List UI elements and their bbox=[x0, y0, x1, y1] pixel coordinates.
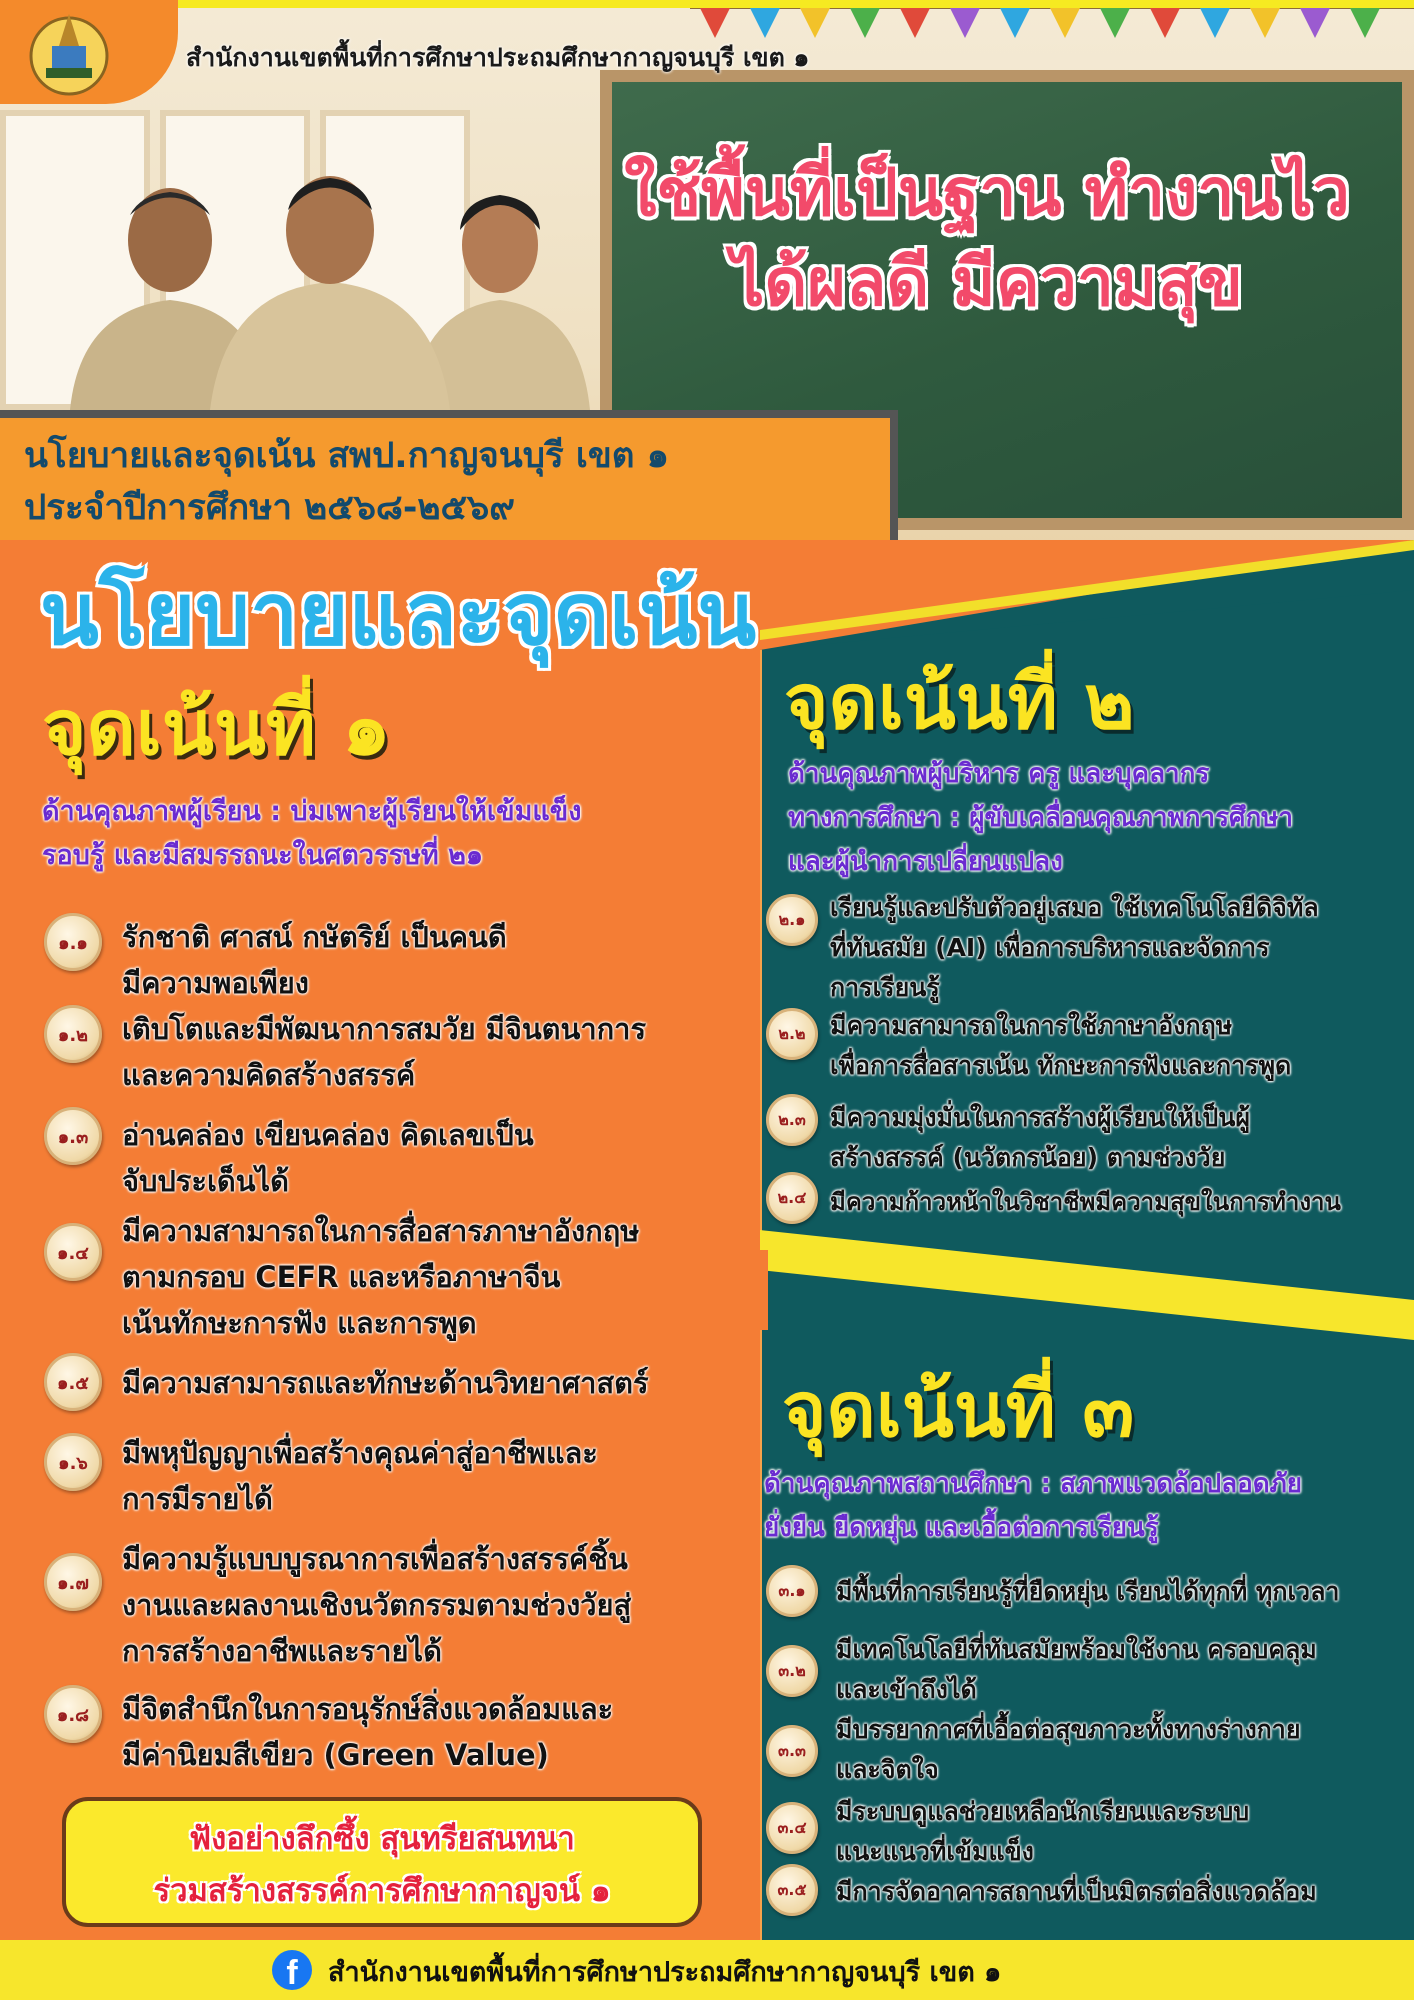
motto-box bbox=[62, 1797, 702, 1927]
slogan-line-2: ได้ผลดี มีความสุข bbox=[731, 244, 1243, 321]
focus-1-item bbox=[122, 914, 752, 1006]
focus-1-subtitle-line-2: รอบรู้ และมีสมรรถนะในศตวรรษที่ ๒๑ bbox=[42, 840, 484, 871]
executives-photo bbox=[60, 160, 600, 410]
slogan bbox=[560, 148, 1414, 328]
yellow-diagonal-stripe bbox=[760, 1230, 1414, 1340]
focus-1-item bbox=[122, 1208, 752, 1346]
focus-1-item bbox=[122, 1112, 752, 1204]
focus-1-item bbox=[122, 1360, 752, 1406]
focus-2-item bbox=[830, 1182, 1410, 1222]
focus-2-subtitle-line-1: ด้านคุณภาพผู้บริหาร ครู และบุคลากร bbox=[788, 759, 1210, 789]
focus-1-item bbox=[122, 1430, 752, 1522]
item-line: มีความพอเพียง bbox=[122, 966, 309, 1000]
header-office-name: สำนักงานเขตพื้นที่การศึกษาประถมศึกษากาญจนบุรี เขต ๑ bbox=[186, 43, 810, 72]
top-yellow-band bbox=[0, 0, 1414, 8]
item-line: เพื่อการสื่อสารเน้น ทักษะการฟังและการพูด bbox=[830, 1051, 1292, 1080]
motto-line-2: ร่วมสร้างสรรค์การศึกษากาญจน์ ๑ bbox=[153, 1873, 611, 1909]
item-line: มีพหุปัญญาเพื่อสร้างคุณค่าสู่อาชีพและ bbox=[122, 1436, 598, 1470]
focus-1-subtitle bbox=[42, 790, 762, 878]
focus-2-item bbox=[830, 1098, 1410, 1178]
focus-2-item bbox=[830, 1006, 1410, 1086]
item-line: งานและผลงานเชิงนวัตกรรมตามช่วงวัยสู่ bbox=[122, 1588, 632, 1622]
stripe-joint bbox=[760, 1250, 768, 1330]
item-line: การสร้างอาชีพและรายได้ bbox=[122, 1634, 442, 1668]
item-line: มีพื้นที่การเรียนรู้ที่ยืดหยุ่น เรียนได้ทุกที่ ทุกเวลา bbox=[836, 1577, 1340, 1606]
badge-3-5: ๓.๕ bbox=[766, 1864, 818, 1916]
focus-3-item bbox=[836, 1792, 1414, 1872]
focus-3-subtitle bbox=[764, 1462, 1414, 1550]
item-line: มีความสามารถในการใช้ภาษาอังกฤษ bbox=[830, 1011, 1233, 1040]
item-line: อ่านคล่อง เขียนคล่อง คิดเลขเป็น bbox=[122, 1118, 534, 1152]
badge-2-2: ๒.๒ bbox=[766, 1008, 818, 1060]
item-line: จับประเด็นได้ bbox=[122, 1164, 289, 1198]
teal-top-edge bbox=[760, 590, 1414, 650]
item-line: การมีรายได้ bbox=[122, 1482, 273, 1516]
item-line: มีการจัดอาคารสถานที่เป็นมิตรต่อสิ่งแวดล้อม bbox=[836, 1877, 1317, 1906]
slogan-line-1: ใช้พื้นที่เป็นฐาน ทำงานไว bbox=[624, 154, 1350, 231]
policy-banner-line-1: นโยบายและจุดเน้น สพป.กาญจนบุรี เขต ๑ bbox=[24, 436, 669, 476]
badge-1-8: ๑.๘ bbox=[44, 1685, 102, 1743]
main-heading: นโยบายและจุดเน้น bbox=[40, 565, 757, 665]
badge-1-1: ๑.๑ bbox=[44, 913, 102, 971]
focus-1-item bbox=[122, 1536, 752, 1674]
badge-1-4: ๑.๔ bbox=[44, 1223, 102, 1281]
focus-3-item bbox=[836, 1710, 1414, 1790]
item-line: มีจิตสำนึกในการอนุรักษ์สิ่งแวดล้อมและ bbox=[122, 1692, 614, 1726]
item-line: ตามกรอบ CEFR และหรือภาษาจีน bbox=[122, 1260, 561, 1294]
focus-3-subtitle-line-1: ด้านคุณภาพสถานศึกษา : สภาพแวดล้อปลอดภัย bbox=[764, 1469, 1302, 1499]
focus-1-item bbox=[122, 1686, 752, 1778]
focus-3-item bbox=[836, 1872, 1414, 1912]
item-line: มีความสามารถในการสื่อสารภาษาอังกฤษ bbox=[122, 1214, 640, 1248]
focus-1-title: จุดเน้นที่ ๑ bbox=[42, 683, 391, 772]
item-line: มีความก้าวหน้าในวิชาชีพมีความสุขในการทำงาน bbox=[830, 1188, 1341, 1216]
item-line: แนะแนวที่เข้มแข็ง bbox=[836, 1837, 1034, 1866]
badge-1-7: ๑.๗ bbox=[44, 1553, 102, 1611]
badge-1-2: ๑.๒ bbox=[44, 1005, 102, 1063]
policy-banner-line-2: ประจำปีการศึกษา ๒๕๖๘-๒๕๖๙ bbox=[24, 488, 515, 528]
focus-2-title: จุดเน้นที่ ๒ bbox=[784, 657, 1135, 746]
item-line: มีระบบดูแลช่วยเหลือนักเรียนและระบบ bbox=[836, 1797, 1250, 1826]
focus-3-title: จุดเน้นที่ ๓ bbox=[782, 1365, 1135, 1454]
item-line: เติบโตและมีพัฒนาการสมวัย มีจินตนาการ bbox=[122, 1012, 647, 1046]
focus-1-item bbox=[122, 1006, 752, 1098]
badge-3-2: ๓.๒ bbox=[766, 1645, 818, 1697]
focus-1-subtitle-line-1: ด้านคุณภาพผู้เรียน : บ่มเพาะผู้เรียนให้เข้มแข็ง bbox=[42, 796, 582, 827]
focus-2-subtitle bbox=[788, 752, 1408, 884]
focus-3-subtitle-line-2: ยั่งยืน ยืดหยุ่น และเอื้อต่อการเรียนรู้ bbox=[764, 1513, 1159, 1543]
item-line: และความคิดสร้างสรรค์ bbox=[122, 1058, 416, 1092]
badge-2-3: ๒.๓ bbox=[766, 1094, 818, 1146]
item-line: สร้างสรรค์ (นวัตกรน้อย) ตามช่วงวัย bbox=[830, 1143, 1226, 1172]
focus-3-item bbox=[836, 1630, 1414, 1710]
footer-office-name[interactable]: สำนักงานเขตพื้นที่การศึกษาประถมศึกษากาญจนบุรี เขต ๑ bbox=[328, 1957, 1002, 1988]
item-line: การเรียนรู้ bbox=[830, 973, 940, 1002]
focus-3-item bbox=[836, 1572, 1414, 1612]
item-line: มีค่านิยมสีเขียว (Green Value) bbox=[122, 1738, 549, 1772]
item-line: มีความสามารถและทักษะด้านวิทยาศาสตร์ bbox=[122, 1366, 649, 1400]
badge-3-1: ๓.๑ bbox=[766, 1565, 818, 1617]
office-logo-icon bbox=[24, 6, 114, 96]
focus-2-item bbox=[830, 888, 1410, 1008]
item-line: และจิตใจ bbox=[836, 1755, 939, 1784]
motto-line-1: ฟังอย่างลึกซึ้ง สุนทรียสนทนา bbox=[189, 1821, 575, 1857]
item-line: มีความรู้แบบบูรณาการเพื่อสร้างสรรค์ชิ้น bbox=[122, 1542, 628, 1576]
item-line: เน้นทักษะการฟัง และการพูด bbox=[122, 1306, 477, 1340]
item-line: และเข้าถึงได้ bbox=[836, 1675, 977, 1704]
item-line: ที่ทันสมัย (AI) เพื่อการบริหารและจัดการ bbox=[830, 933, 1270, 962]
item-line: มีความมุ่งมั่นในการสร้างผู้เรียนให้เป็นผู้ bbox=[830, 1103, 1251, 1132]
badge-1-3: ๑.๓ bbox=[44, 1107, 102, 1165]
badge-3-3: ๓.๓ bbox=[766, 1725, 818, 1777]
badge-2-1: ๒.๑ bbox=[766, 894, 818, 946]
facebook-icon[interactable]: f bbox=[272, 1950, 312, 1990]
item-line: รักชาติ ศาสน์ กษัตริย์ เป็นคนดี bbox=[122, 920, 507, 954]
item-line: มีบรรยากาศที่เอื้อต่อสุขภาวะทั้งทางร่างกาย bbox=[836, 1715, 1301, 1744]
item-line: เรียนรู้และปรับตัวอยู่เสมอ ใช้เทคโนโลยีดิจิทัล bbox=[830, 893, 1319, 922]
focus-2-subtitle-line-2: ทางการศึกษา : ผู้ขับเคลื่อนคุณภาพการศึกษา bbox=[788, 803, 1294, 833]
badge-1-6: ๑.๖ bbox=[44, 1433, 102, 1491]
item-line: มีเทคโนโลยีที่ทันสมัยพร้อมใช้งาน ครอบคลุม bbox=[836, 1635, 1317, 1664]
focus-2-subtitle-line-3: และผู้นำการเปลี่ยนแปลง bbox=[788, 847, 1063, 877]
badge-3-4: ๓.๔ bbox=[766, 1802, 818, 1854]
badge-2-4: ๒.๔ bbox=[766, 1172, 818, 1224]
badge-1-5: ๑.๕ bbox=[44, 1353, 102, 1411]
